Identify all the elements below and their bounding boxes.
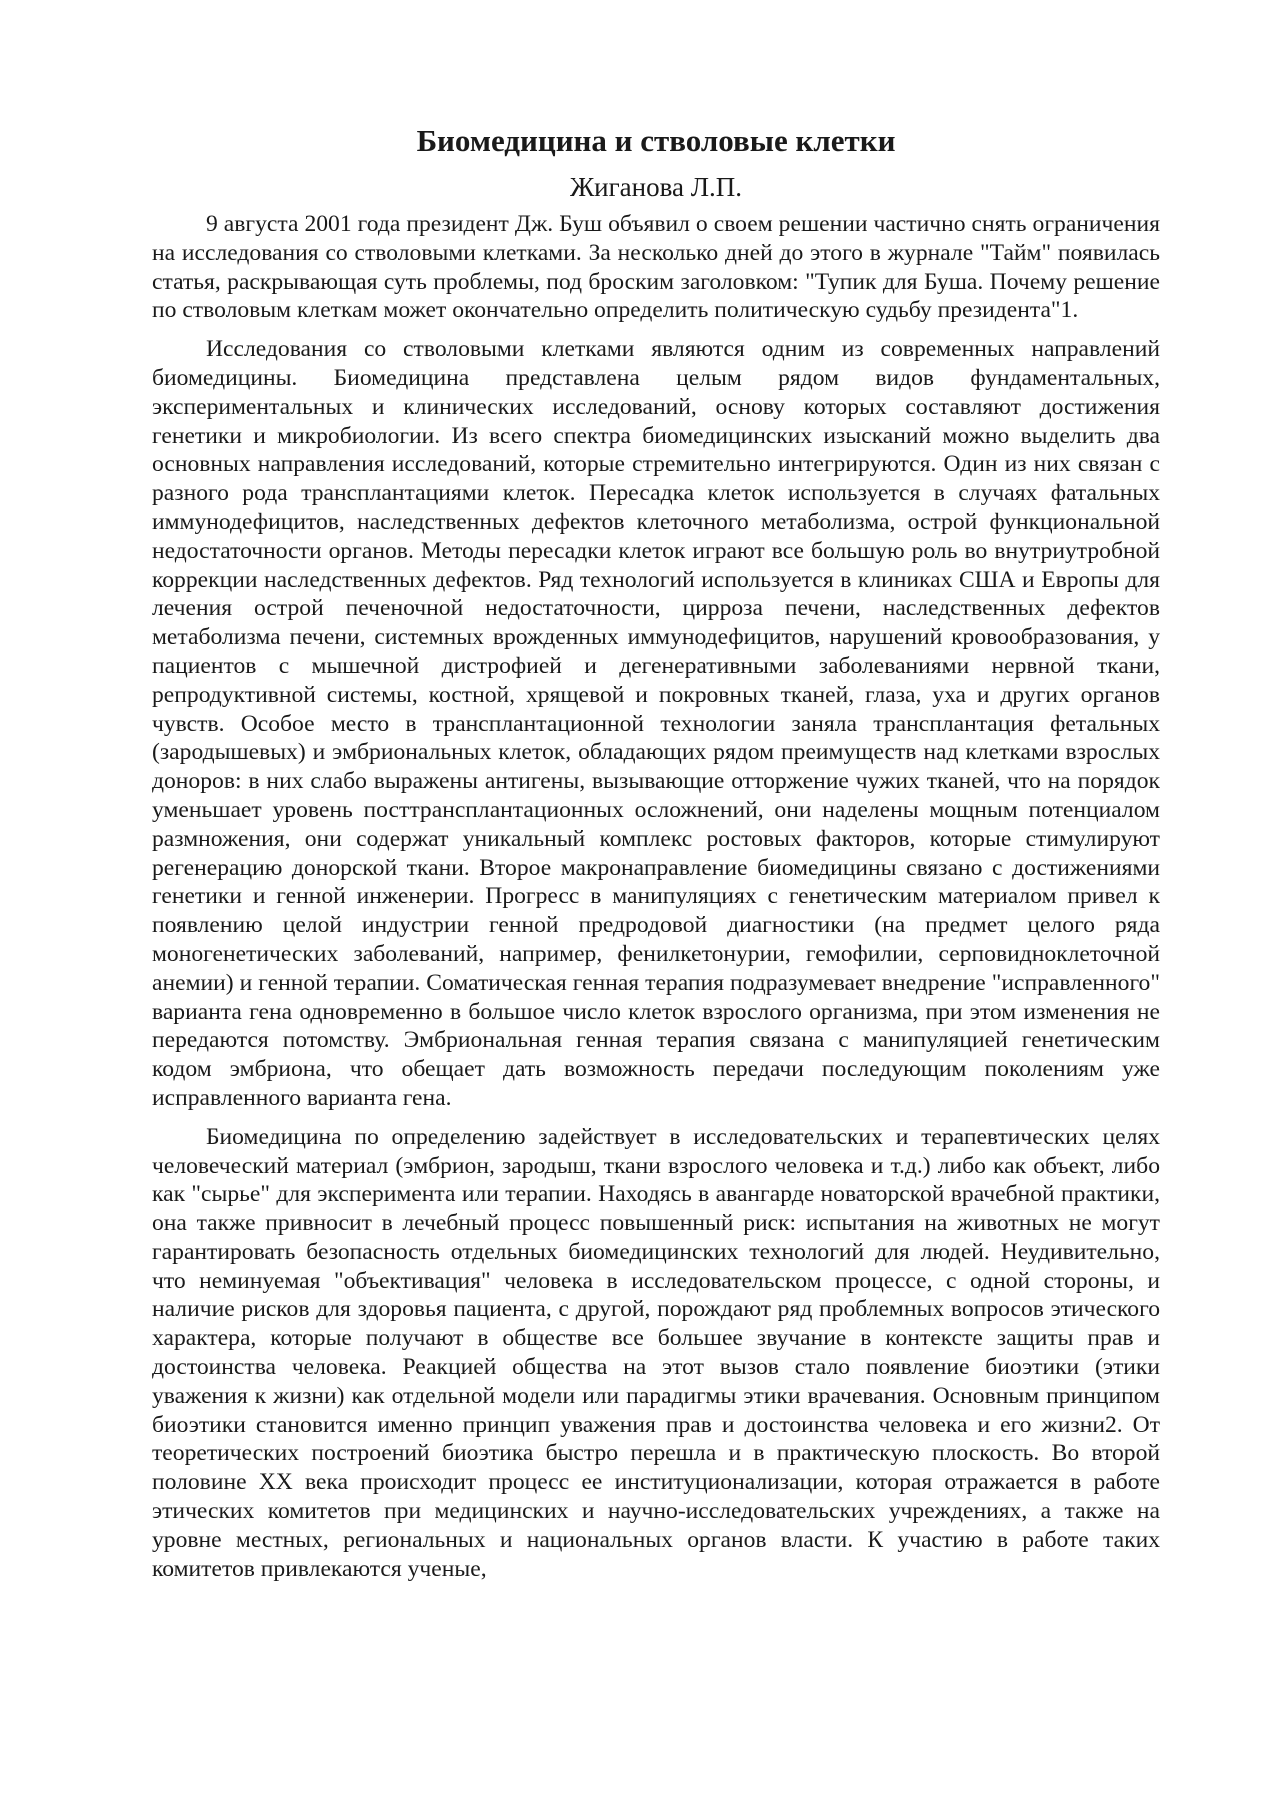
document-page bbox=[152, 120, 1160, 1593]
page-title: Биомедицина и стволовые клетки bbox=[416, 123, 896, 158]
paragraph-1: 9 августа 2001 года президент Дж. Буш объявил о своем решении частично снять ограничения на исследования со стволовыми клетками. За несколько дней до этого в журнале "Тайм" появилась статья, раскрывающая суть проблемы, под броским заголовком: "Тупик для Буша. Почему решение по стволовым клеткам может окончательно определить политическую судьбу президента"1. bbox=[152, 211, 1160, 324]
author-line: Жиганова Л.П. bbox=[569, 172, 743, 202]
paragraph-3: Биомедицина по определению задействует в исследовательских и терапевтических целях человеческий материал (эмбрион, зародыш, ткани взрослого человека и т.д.) либо как объект, либо как "сырье" для эксперимента или терапии. Находясь в авангарде новаторской врачебной практики, она также привносит в лечебный процесс повышенный риск: испытания на животных не могут гарантировать безопасность отдельных биомедицинских технологий для людей. Неудивительно, что неминуемая "объективация" человека в исследовательском процессе, с одной стороны, и наличие рисков для здоровья пациента, с другой, порождают ряд проблемных вопросов этического характера, которые получают в обществе все большее звучание в контексте защиты прав и достоинства человека. Реакцией общества на этот вызов стало появление биоэтики (этики уважения к жизни) как отдельной модели или парадигмы этики врачевания. Основным принципом биоэтики становится именно принцип уважения прав и достоинства человека и его жизни2. От теоретических построений биоэтика быстро перешла и в практическую плоскость. Во второй половине XX века происходит процесс ее институционализации, которая отражается в работе этических комитетов при медицинских и научно-исследовательских учреждениях, а также на уровне местных, региональных и национальных органов власти. К участию в работе таких комитетов привлекаются ученые, bbox=[152, 1123, 1160, 1582]
paragraph-2: Исследования со стволовыми клетками являются одним из современных направлений биомедицины. Биомедицина представлена целым рядом видов фундаментальных, экспериментальных и клинических исследований, основу которых составляют достижения генетики и микробиологии. Из всего спектра биомедицинских изысканий можно выделить два основных направления исследований, которые стремительно интегрируются. Один из них связан с разного рода трансплантациями клеток. Пересадка клеток используется в случаях фатальных иммунодефицитов, наследственных дефектов клеточного метаболизма, острой функциональной недостаточности органов. Методы пересадки клеток играют все большую роль во внутриутробной коррекции наследственных дефектов. Ряд технологий используется в клиниках США и Европы для лечения острой печеночной недостаточности, цирроза печени, наследственных дефектов метаболизма печени, системных врожденных иммунодефицитов, нарушений кровообразования, у пациентов с мышечной дистрофией и дегенеративными заболеваниями нервной ткани, репродуктивной системы, костной, хрящевой и покровных тканей, глаза, уха и других органов чувств. Особое место в трансплантационной технологии заняла трансплантация фетальных (зародышевых) и эмбриональных клеток, обладающих рядом преимуществ над клетками взрослых доноров: в них слабо выражены антигены, вызывающие отторжение чужих тканей, что на порядок уменьшает уровень посттрансплантационных осложнений, они наделены мощным потенциалом размножения, они содержат уникальный комплекс ростовых факторов, которые стимулируют регенерацию донорской ткани. Второе макронаправление биомедицины связано с достижениями генетики и генной инженерии. Прогресс в манипуляциях с генетическим материалом привел к появлению целой индустрии генной предродовой диагностики (на предмет целого ряда моногенетических заболеваний, например, фенилкетонурии, гемофилии, серповидноклеточной анемии) и генной терапии. Соматическая генная терапия подразумевает внедрение "исправленного" варианта гена одновременно в большое число клеток взрослого организма, при этом изменения не передаются потомству. Эмбриональная генная терапия связана с манипуляцией генетическим кодом эмбриона, что обещает дать возможность передачи последующим поколениям уже исправленного варианта гена. bbox=[152, 336, 1160, 1111]
